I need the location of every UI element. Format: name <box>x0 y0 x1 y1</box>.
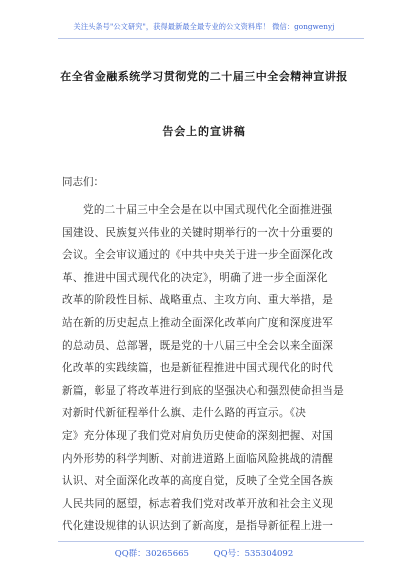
body-line: 国建设、民族复兴伟业的关键时期举行的一次十分重要的 <box>62 226 334 239</box>
body-line: 党的二十届三中全会是在以中国式现代化全面推进强 <box>83 204 333 216</box>
body-line: 代化建设规律的认识达到了新高度，是指导新征程上进一 <box>62 520 334 533</box>
body-line: 会议。全会审议通过的《中共中央关于进一步全面深化改 <box>62 249 334 262</box>
body-paragraph <box>62 199 348 538</box>
body-line: 站在新的历史起点上推动全面深化改革向广度和深度进军 <box>62 316 334 329</box>
header-note: 关注头条号"公文研究"，获得最新最全最专业的公文资料库！ 微信：gongwenyj <box>73 22 335 31</box>
body-line: 人民共同的愿望，标志着我们党对改革开放和社会主义现 <box>62 497 334 510</box>
body-line: 化改革的实践续篇，也是新征程推进中国式现代化的时代 <box>62 362 334 375</box>
footer-divider <box>58 541 364 542</box>
body-line: 内外形势的科学判断、对前进道路上面临风险挑战的清醒 <box>62 452 334 465</box>
footer-qq-group: QQ群：30265665 <box>114 549 189 559</box>
body-line: 认识、对全面深化改革的高度自觉，反映了全党全国各族 <box>62 475 334 488</box>
salutation: 同志们： <box>62 176 104 188</box>
document-title-line-2: 告会上的宣讲稿 <box>162 125 246 138</box>
document-title-line-1: 在全省金融系统学习贯彻党的二十届三中全会精神宣讲报 <box>60 70 348 83</box>
body-line: 新篇，彰显了将改革进行到底的坚强决心和强烈使命担当是 <box>62 384 344 397</box>
body-line: 改革的阶段性目标、战略重点、主攻方向、重大举措，是 <box>62 294 334 307</box>
header-divider <box>58 38 364 39</box>
body-line: 对新时代新征程举什么旗、走什么路的再宣示。《决 <box>62 407 307 420</box>
body-line: 革、推进中国式现代化的决定》，明确了进一步全面深化 <box>62 271 328 284</box>
body-line: 定》充分体现了我们党对肩负历史使命的深刻把握、对国 <box>62 429 334 442</box>
body-line: 的总动员、总部署，既是党的十八届三中全会以来全面深 <box>62 339 334 352</box>
footer <box>0 547 408 559</box>
footer-qq-number: QQ号：535304092 <box>213 549 294 559</box>
